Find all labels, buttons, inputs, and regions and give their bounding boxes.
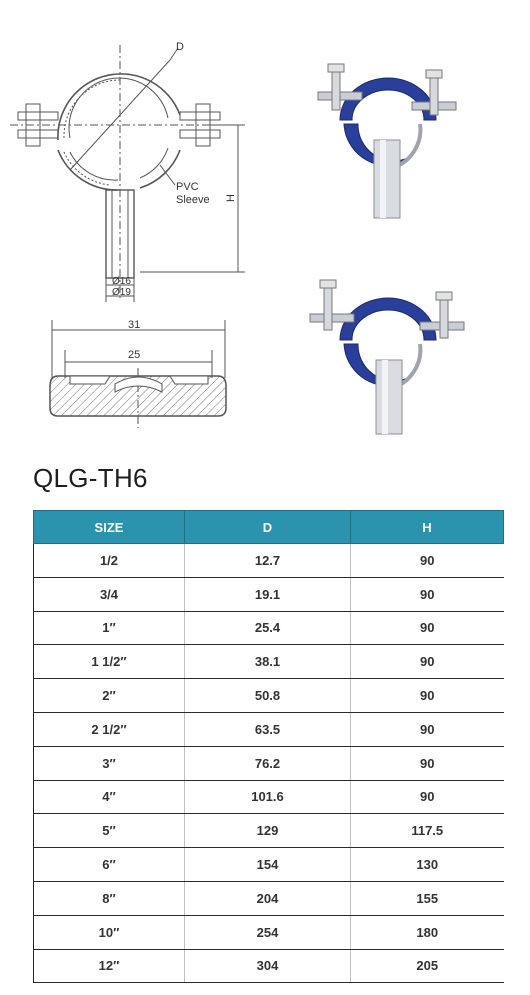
- header-size: SIZE: [34, 511, 185, 544]
- table-row: [34, 645, 504, 679]
- cell-h: 90: [351, 780, 504, 814]
- cell-size: 3/4: [34, 577, 185, 611]
- cell-size: 4″: [34, 780, 185, 814]
- cell-size: 12″: [34, 949, 185, 983]
- cell-size: 3″: [34, 746, 185, 780]
- pipe-clamp-photo-icon: [300, 260, 470, 440]
- cell-h: 90: [351, 611, 504, 645]
- table-row: [34, 780, 504, 814]
- cell-d: 101.6: [185, 780, 351, 814]
- cell-size: 10″: [34, 915, 185, 949]
- table-row: [34, 949, 504, 983]
- table-row: [34, 814, 504, 848]
- table-row: [34, 881, 504, 915]
- cell-size: 1″: [34, 611, 185, 645]
- pipe-clamp-photo-icon: [300, 40, 470, 220]
- table-row: [34, 848, 504, 882]
- cell-d: 154: [185, 848, 351, 882]
- cell-h: 90: [351, 645, 504, 679]
- table-row: [34, 544, 504, 578]
- cell-h: 180: [351, 915, 504, 949]
- cell-size: 1 1/2″: [34, 645, 185, 679]
- cell-size: 2″: [34, 679, 185, 713]
- table-row: [34, 679, 504, 713]
- table-row: [34, 712, 504, 746]
- cell-d: 304: [185, 949, 351, 983]
- table-row: [34, 746, 504, 780]
- dim-d-label: D: [176, 41, 184, 53]
- cell-size: 6″: [34, 848, 185, 882]
- cell-h: 90: [351, 746, 504, 780]
- cell-d: 38.1: [185, 645, 351, 679]
- model-title: QLG-TH6: [33, 463, 148, 493]
- cell-h: 90: [351, 679, 504, 713]
- cell-size: 8″: [34, 881, 185, 915]
- cross-section-drawing: [40, 318, 240, 428]
- dim-25-label: 25: [128, 349, 141, 361]
- table-row: [34, 577, 504, 611]
- cell-d: 129: [185, 814, 351, 848]
- header-d: D: [185, 511, 351, 544]
- cell-h: 90: [351, 577, 504, 611]
- cell-size: 2 1/2″: [34, 712, 185, 746]
- header-h: H: [351, 511, 504, 544]
- table-row: [34, 915, 504, 949]
- table-row: [34, 611, 504, 645]
- pvc-label: PVC: [176, 181, 199, 193]
- cell-d: 25.4: [185, 611, 351, 645]
- cell-h: 205: [351, 949, 504, 983]
- cell-h: 90: [351, 712, 504, 746]
- cell-d: 12.7: [185, 544, 351, 578]
- dim-31-label: 31: [128, 319, 141, 331]
- dim-d16-label: Ø16: [112, 276, 131, 287]
- cell-size: 5″: [34, 814, 185, 848]
- cell-d: 63.5: [185, 712, 351, 746]
- cell-h: 117.5: [351, 814, 504, 848]
- clamp-technical-drawing: [0, 30, 260, 340]
- cell-h: 155: [351, 881, 504, 915]
- cell-size: 1/2: [34, 544, 185, 578]
- cell-h: 130: [351, 848, 504, 882]
- cell-d: 50.8: [185, 679, 351, 713]
- spec-table: [33, 510, 504, 983]
- product-drawings: [0, 0, 530, 460]
- cell-d: 76.2: [185, 746, 351, 780]
- cell-d: 204: [185, 881, 351, 915]
- cell-h: 90: [351, 544, 504, 578]
- cell-d: 19.1: [185, 577, 351, 611]
- dim-h-label: H: [225, 194, 237, 202]
- cell-d: 254: [185, 915, 351, 949]
- table-header-row: [34, 511, 504, 544]
- dim-d19-label: Ø19: [112, 287, 131, 298]
- sleeve-label: Sleeve: [176, 194, 210, 206]
